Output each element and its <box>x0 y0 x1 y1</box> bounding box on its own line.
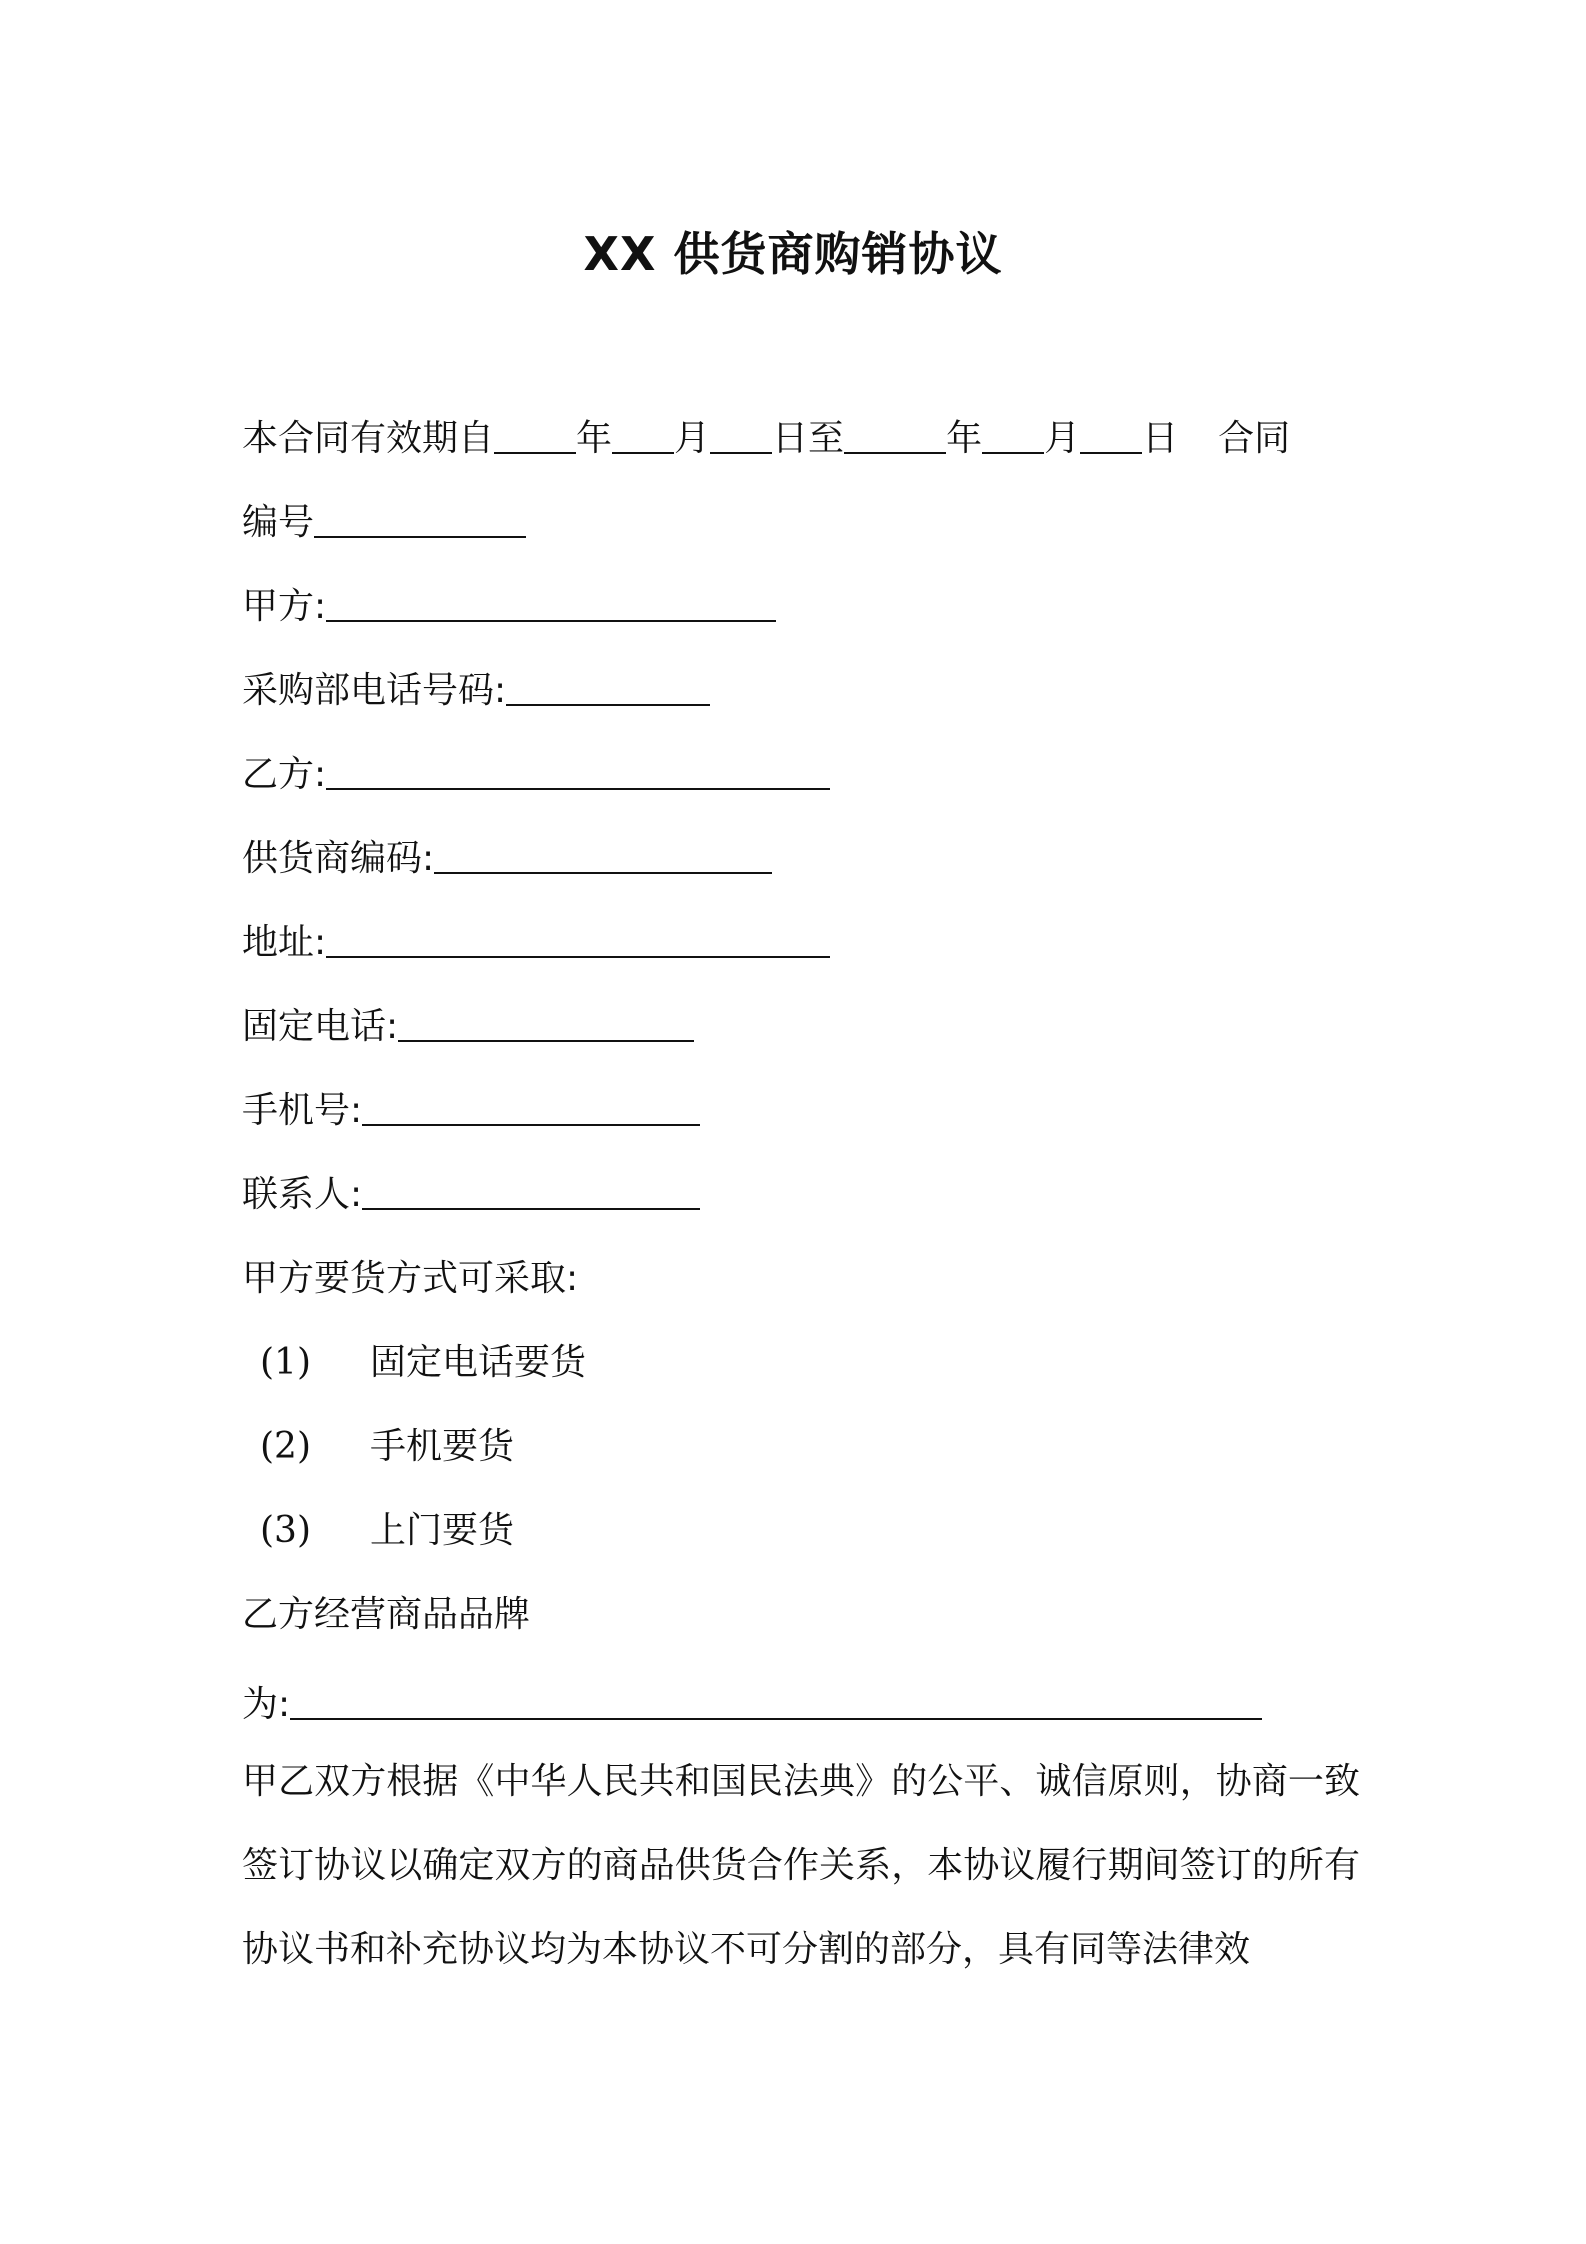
purchasing-phone-label: 采购部电话号码: <box>242 670 507 711</box>
contract-number-line <box>242 498 526 548</box>
contact-line <box>242 1170 700 1220</box>
landline-blank <box>398 1010 694 1042</box>
item-number: (3) <box>260 1510 311 1551</box>
address-line <box>242 918 830 968</box>
validity-line <box>242 414 1290 464</box>
item-text: 手机要货 <box>370 1426 515 1467</box>
brand-label-cont: 为: <box>242 1684 291 1725</box>
body-paragraph: 甲乙双方根据《中华人民共和国民法典》的公平、诚信原则，协商一致签订协议以确定双方的商品供货合作关系，本协议履行期间签订的所有协议书和补充协议均为本协议不可分割的部分，具有同等法律效 <box>242 1761 1360 1970</box>
landline-line <box>242 1002 694 1052</box>
mobile-label: 手机号: <box>242 1090 363 1131</box>
year-start-label: 年 <box>576 418 613 459</box>
purchasing-phone-blank <box>506 674 710 706</box>
day-start-label: 日至 <box>772 418 845 459</box>
purchasing-phone-line <box>242 666 710 716</box>
ordering-methods-heading: 甲方要货方式可采取: <box>242 1258 579 1299</box>
item-number: (2) <box>260 1426 311 1467</box>
supplier-code-line <box>242 834 772 884</box>
ordering-method-item <box>242 1338 586 1388</box>
contact-label: 联系人: <box>242 1174 363 1215</box>
supplier-code-blank <box>434 842 772 874</box>
month-end-blank <box>982 422 1044 454</box>
month-end-label: 月 <box>1044 418 1081 459</box>
item-text: 上门要货 <box>370 1510 515 1551</box>
item-text: 固定电话要货 <box>370 1342 587 1383</box>
address-label: 地址: <box>242 922 327 963</box>
day-end-label: 日 <box>1142 418 1179 459</box>
day-end-blank <box>1080 422 1142 454</box>
month-start-blank <box>612 422 674 454</box>
party-b-blank <box>326 758 830 790</box>
party-a-line <box>242 582 776 632</box>
brand-label: 乙方经营商品品牌 <box>242 1594 531 1635</box>
year-end-blank <box>844 422 946 454</box>
ordering-method-item <box>242 1422 514 1472</box>
party-b-label: 乙方: <box>242 754 327 795</box>
mobile-line <box>242 1086 700 1136</box>
address-blank <box>326 926 830 958</box>
brand-line <box>242 1680 1262 1730</box>
contract-number-label: 编号 <box>242 502 315 543</box>
landline-label: 固定电话: <box>242 1006 399 1047</box>
contact-blank <box>362 1178 700 1210</box>
party-a-blank <box>326 590 776 622</box>
item-number: (1) <box>260 1342 311 1383</box>
ordering-method-item <box>242 1506 514 1556</box>
party-b-line <box>242 750 830 800</box>
mobile-blank <box>362 1094 700 1126</box>
year-end-label: 年 <box>946 418 983 459</box>
supplier-code-label: 供货商编码: <box>242 838 435 879</box>
day-start-blank <box>710 422 772 454</box>
document-title: XX 供货商购销协议 <box>583 227 1003 281</box>
contract-number-blank <box>314 506 526 538</box>
year-start-blank <box>494 422 576 454</box>
contract-label: 合同 <box>1218 418 1291 459</box>
validity-prefix: 本合同有效期自 <box>242 418 495 459</box>
brand-blank <box>290 1688 1262 1720</box>
month-start-label: 月 <box>674 418 711 459</box>
party-a-label: 甲方: <box>242 586 327 627</box>
